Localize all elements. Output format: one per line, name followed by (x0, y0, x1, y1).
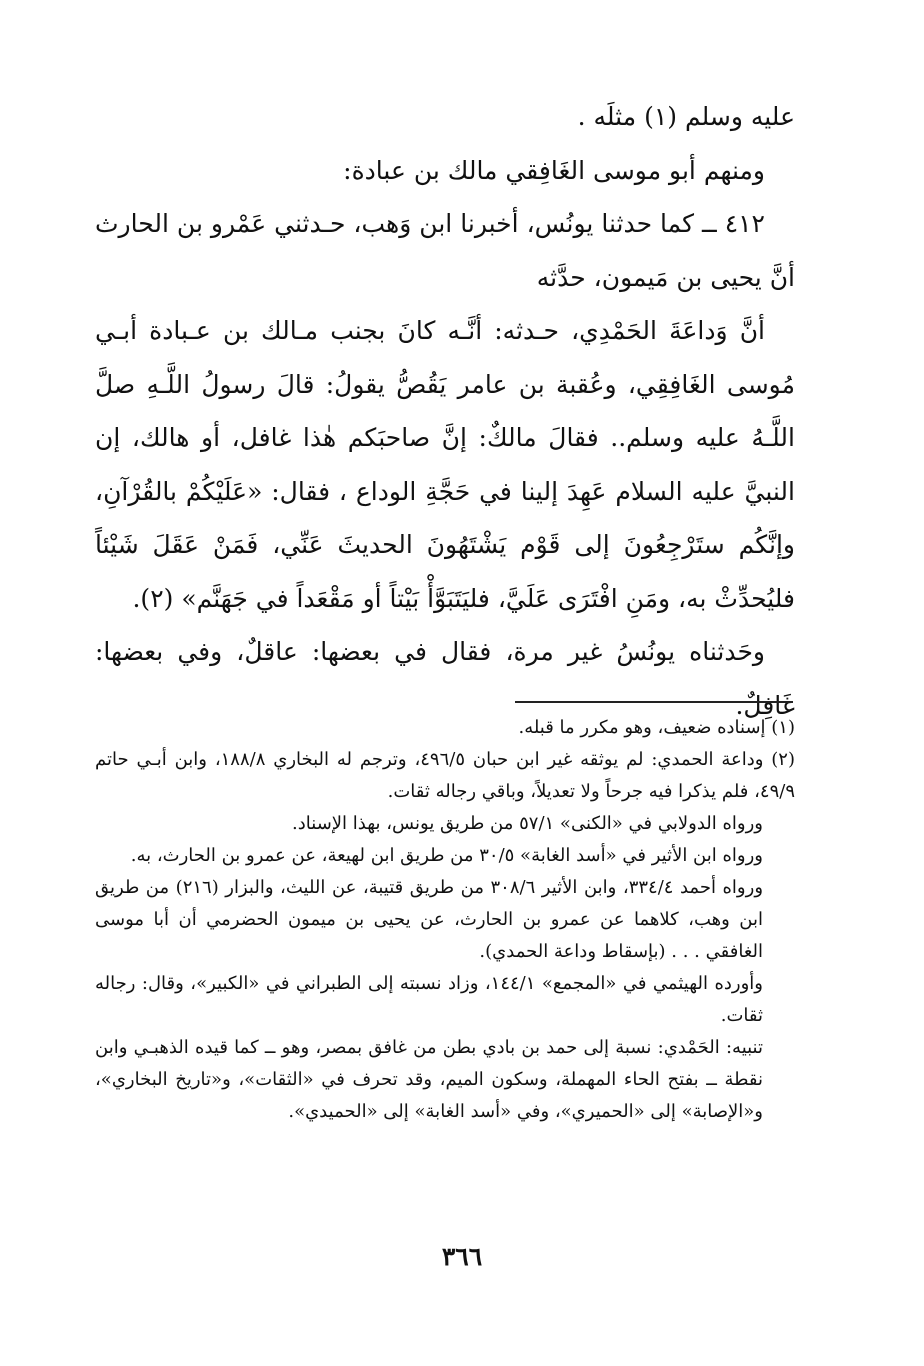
footnote-2: (٢) وداعة الحمدي: لم يوثقه غير ابن حبان ٤٩٦/٥، وترجم له البخاري ١٨٨/٨، وابن أبـي حاتم ٤٩/٩، فلم يذكرا فيه جرحاً ولا تعديلاً، وباقي رجاله ثقات. (95, 749, 795, 802)
text-line-continuation: عليه وسلم (١) مثلَه . (577, 102, 795, 131)
hadith-variant-note: وحَدثناه يونُسُ غير مرة، فقال في بعضها: عاقلٌ، وفي بعضها: غَافِلٌ. (95, 637, 795, 720)
footnote-2-paragraph: ورواه ابن الأثير في «أسد الغابة» ٣٠/٥ من طريق ابن لهيعة، عن عمرو بن الحارث، به. (130, 845, 763, 866)
footnote-divider (515, 701, 793, 703)
footnote-2-paragraph: وأورده الهيثمي في «المجمع» ١٤٤/١، وزاد نسبته إلى الطبراني في «الكبير»، وقال: رجاله ثقات. (95, 973, 763, 1026)
footnotes (95, 712, 795, 1128)
page-number: ٣٦٦ (441, 1242, 483, 1271)
hadith-isnad: ٤١٢ ــ كما حدثنا يونُس، أخبرنا ابن وَهب، حـدثني عَمْرو بن الحارث أنَّ يحيى بن مَيمون، حدَّثه (95, 209, 795, 292)
footnote-1: (١) إسناده ضعيف، وهو مكرر ما قبله. (518, 717, 795, 738)
footnote-2-paragraph: ورواه الدولابي في «الكنى» ٥٧/١ من طريق يونس، بهذا الإسناد. (292, 813, 763, 834)
footnote-2-paragraph: ورواه أحمد ٣٣٤/٤، وابن الأثير ٣٠٨/٦ من طريق قتيبة، عن الليث، والبزار (٢١٦) من طريق ابن وهب، كلاهما عن عمرو بن الحارث، عن يحيى بن ميمون الحضرمي أن أبا موسى الغافقي . . . (بإسقاط وداعة الحمدي). (95, 877, 764, 962)
hadith-body: أنَّ وَداعَةَ الحَمْدِي، حـدثه: أنَّـه كانَ بجنب مـالك بن عـبادة أبـي مُوسى الغَافِقِي، وعُقبة بن عامر يَقُصُّ يقولُ: قالَ رسولُ اللَّـهِ صلَّ اللَّـهُ عليه وسلم.. فقالَ مالكٌ: إنَّ صاحبَكم هٰذا غافل، أو هالك، إن النبيَّ عليه السلام عَهِدَ إلينا في حَجَّةِ الوداع ، فقال: «عَلَيْكُمْ بالقُرْآنِ، وإنَّكُم ستَرْجِعُونَ إلى قَوْم يَشْتَهُونَ الحديثَ عَنِّي، فَمَنْ عَقَلَ شَيْئاً فليُحدِّثْ به، ومَنِ افْتَرَى عَلَيَّ، فليَتَبَوَّأْ بَيْتاً أو مَقْعَداً في جَهَنَّم» (٢). (95, 316, 795, 613)
section-heading: ومنهم أبو موسى الغَافِقي مالك بن عبادة: (343, 155, 765, 185)
main-text (95, 90, 795, 732)
footnote-2-note: تنبيه: الحَمْدي: نسبة إلى حمد بن بادي بطن من غافق بمصر، وهو ــ كما قيده الذهبـي وابن نقطة ــ بفتح الحاء المهملة، وسكون الميم، وقد تحرف في «الثقات»، و«تاريخ البخاري»، و«الإصابة» إلى «الحميري»، وفي «أسد الغابة» إلى «الحميدي». (95, 1037, 763, 1122)
